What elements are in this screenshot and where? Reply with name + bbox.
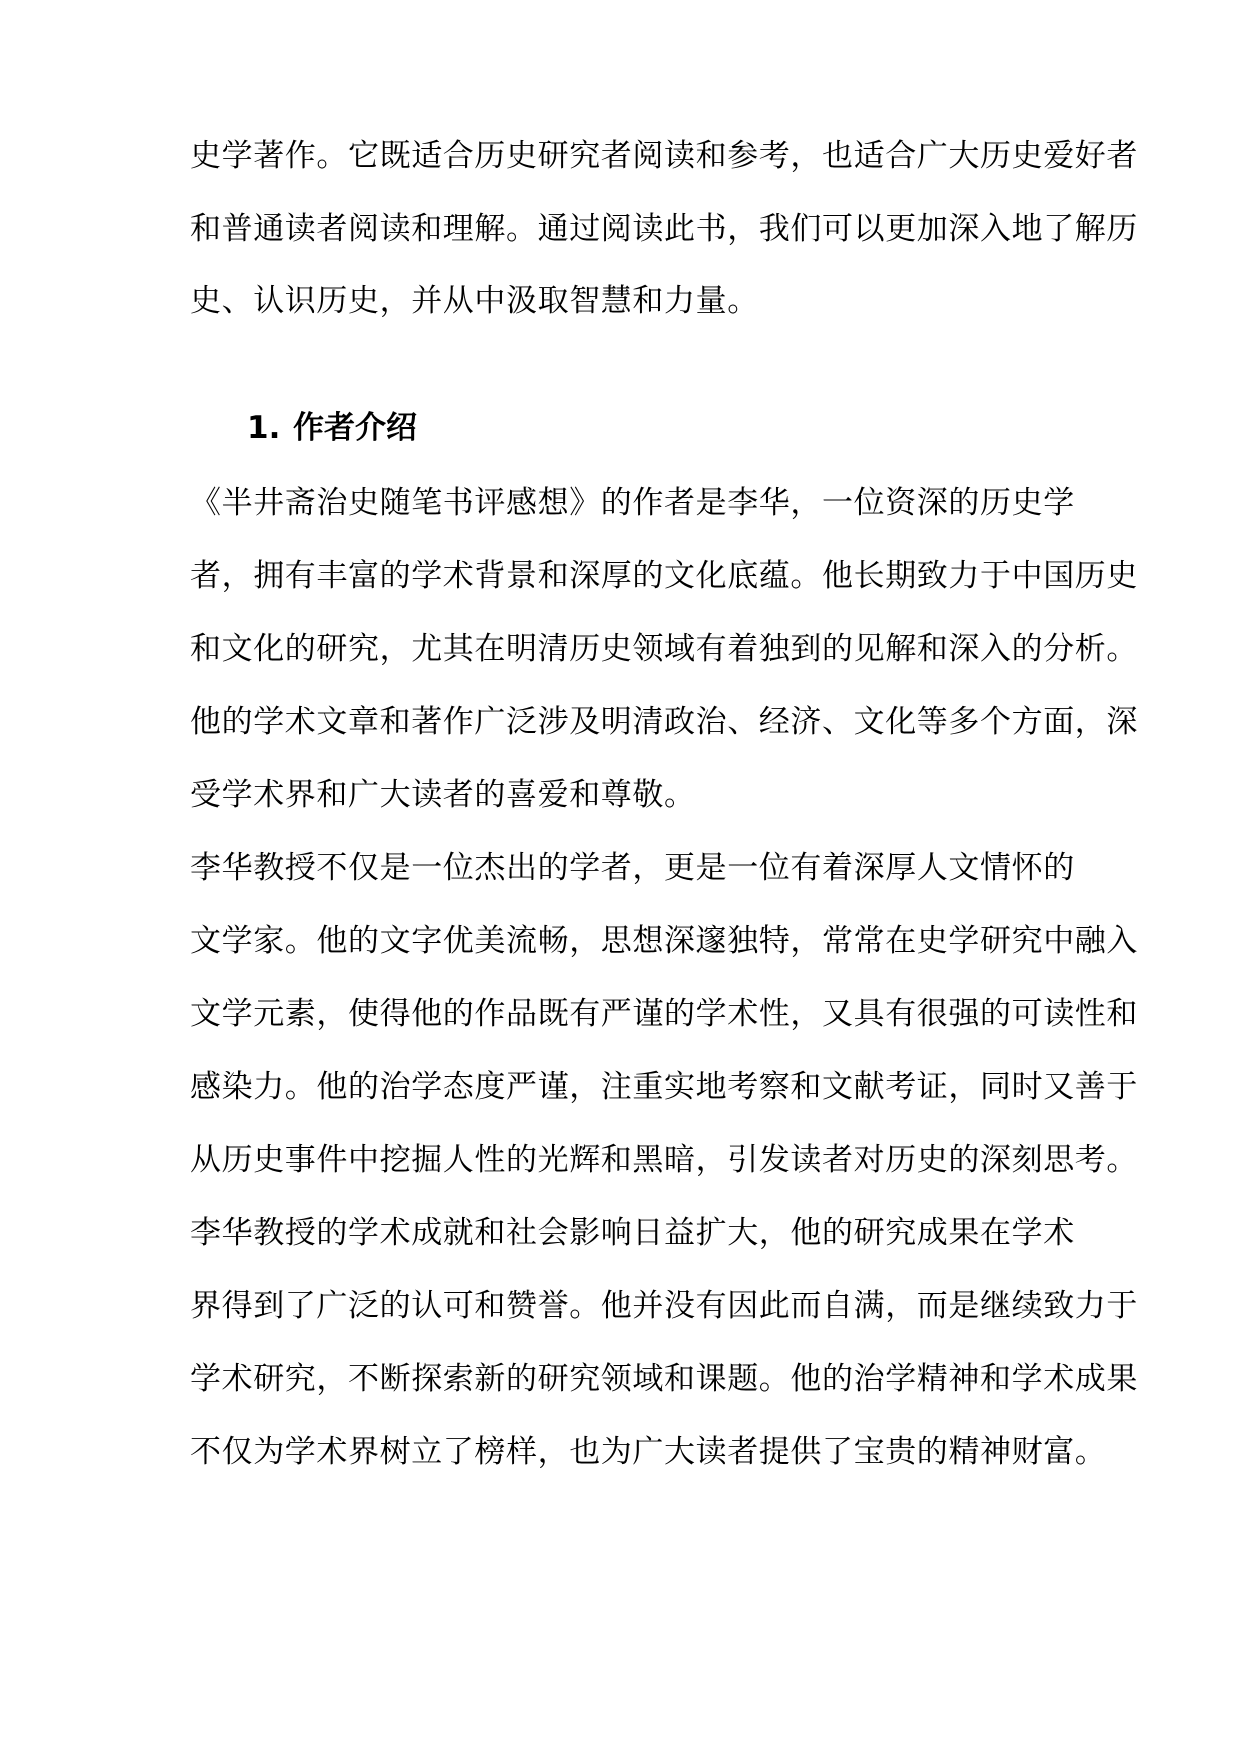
paragraph-3-line-2: 界得到了广泛的认可和赞誉。他并没有因此而自满，而是继续致力于 [190,1288,1138,1324]
paragraph-3-line-3: 学术研究，不断探索新的研究领域和课题。他的治学精神和学术成果 [190,1361,1138,1397]
paragraph-1-line-5: 受学术界和广大读者的喜爱和尊敬。 [190,777,696,813]
intro-line-2: 和普通读者阅读和理解。通过阅读此书，我们可以更加深入地了解历 [190,211,1138,247]
intro-line-3: 史、认识历史，并从中汲取智慧和力量。 [190,283,759,319]
paragraph-1-line-3: 和文化的研究，尤其在明清历史领域有着独到的见解和深入的分析。 [190,631,1138,667]
section-heading [247,408,417,448]
section-title: 作者介绍 [293,410,417,446]
paragraph-3-line-1: 李华教授的学术成就和社会影响日益扩大，他的研究成果在学术 [190,1215,1075,1251]
intro-line-1: 史学著作。它既适合历史研究者阅读和参考，也适合广大历史爱好者 [190,138,1138,174]
paragraph-1-line-1: 《半井斋治史随笔书评感想》的作者是李华，一位资深的历史学 [190,485,1075,521]
paragraph-2-line-1: 李华教授不仅是一位杰出的学者，更是一位有着深厚人文情怀的 [190,850,1075,886]
paragraph-3-line-4: 不仅为学术界树立了榜样，也为广大读者提供了宝贵的精神财富。 [190,1434,1107,1470]
paragraph-2-line-4: 感染力。他的治学态度严谨，注重实地考察和文献考证，同时又善于 [190,1069,1138,1105]
paragraph-2-line-2: 文学家。他的文字优美流畅，思想深邃独特，常常在史学研究中融入 [190,923,1138,959]
paragraph-1-line-4: 他的学术文章和著作广泛涉及明清政治、经济、文化等多个方面，深 [190,704,1138,740]
paragraph-1-line-2: 者，拥有丰富的学术背景和深厚的文化底蕴。他长期致力于中国历史 [190,558,1138,594]
paragraph-2-line-3: 文学元素，使得他的作品既有严谨的学术性，又具有很强的可读性和 [190,996,1138,1032]
paragraph-2-line-5: 从历史事件中挖掘人性的光辉和黑暗，引发读者对历史的深刻思考。 [190,1142,1138,1178]
section-number: 1. [247,410,281,446]
